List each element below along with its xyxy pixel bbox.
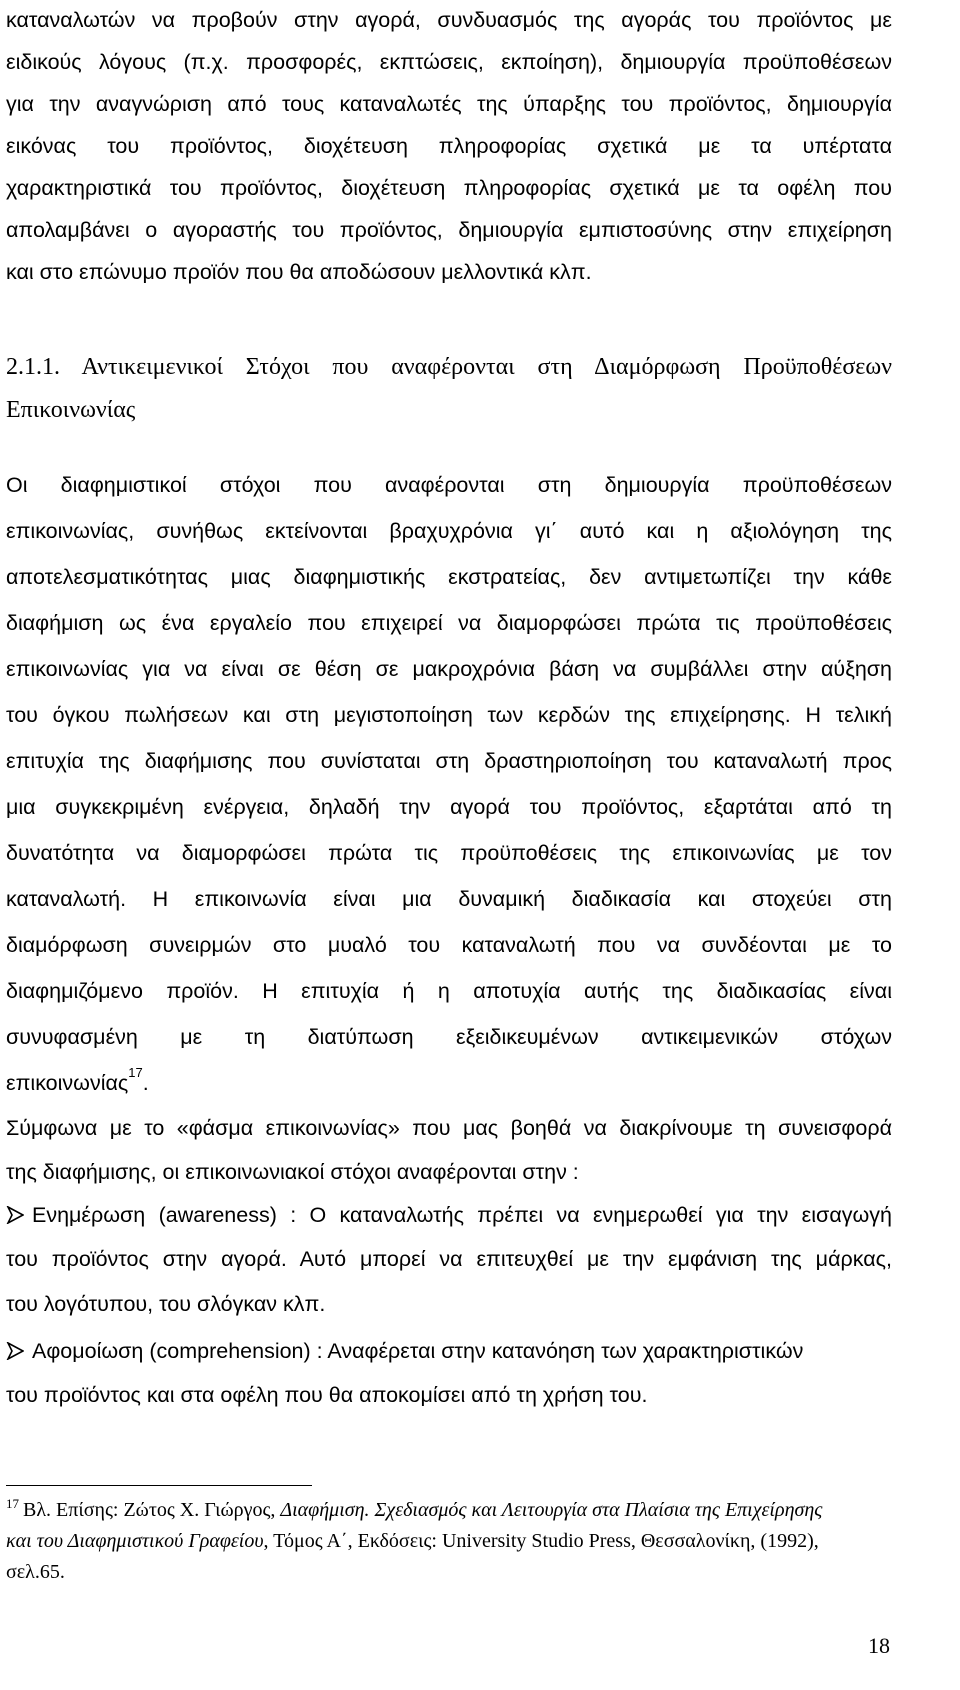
bullet-comprehension-text-1: Αφομοίωση (comprehension) : Αναφέρεται στην κατανόηση των χαρακτηριστικών bbox=[32, 1339, 804, 1363]
body-line-14-text: επικοινωνίας bbox=[6, 1071, 129, 1095]
spectrum-line-2: της διαφήμισης, οι επικοινωνιακοί στόχοι αναφέρονται στην : bbox=[6, 1160, 579, 1184]
footnote-prefix: Βλ. Επίσης: Ζώτος Χ. Γιώργος, bbox=[23, 1499, 281, 1521]
footnote-publication: , Τόμος Α΄, Εκδόσεις: University Studio Press, Θεσσαλονίκη, (1992), bbox=[263, 1530, 819, 1552]
footnote-line-3: σελ.65. bbox=[6, 1561, 65, 1583]
arrowhead-bullet-icon bbox=[6, 1206, 24, 1224]
bullet-awareness-text-1: Ενημέρωση (awareness) : Ο καταναλωτής πρέπει να ενημερωθεί για την εισαγωγή bbox=[32, 1203, 892, 1227]
footnote-separator bbox=[6, 1485, 312, 1486]
intro-line-3: για την αναγνώριση από τους καταναλωτές της ύπαρξης του προϊόντος, δημιουργία bbox=[6, 92, 892, 116]
intro-line-6: απολαμβάνει ο αγοραστής του προϊόντος, δημιουργία εμπιστοσύνης στην επιχείρηση bbox=[6, 218, 892, 242]
bullet-awareness-line-1 bbox=[6, 1192, 892, 1238]
body-line-11: διαμόρφωση συνειρμών στο μυαλό του καταναλωτή που να συνδέονται με το bbox=[6, 933, 892, 957]
bullet-comprehension-line-1 bbox=[6, 1328, 892, 1374]
footnote-line-1 bbox=[6, 1495, 892, 1525]
section-heading-line-2: Επικοινωνίας bbox=[6, 397, 136, 423]
body-line-4: διαφήμιση ως ένα εργαλείο που επιχειρεί να διαμορφώσει πρώτα τις προϋποθέσεις bbox=[6, 611, 892, 635]
intro-line-7: και στο επώνυμο προϊόν που θα αποδώσουν μελλοντικά κλπ. bbox=[6, 260, 592, 284]
section-heading-line-1: 2.1.1. Αντικειμενικοί Στόχοι που αναφέρονται στη Διαμόρφωση Προϋποθέσεων bbox=[6, 354, 892, 380]
body-line-3: αποτελεσματικότητας μιας διαφημιστικής εκστρατείας, δεν αντιμετωπίζει την κάθε bbox=[6, 565, 892, 589]
bullet-awareness-line-2: του προϊόντος στην αγορά. Αυτό μπορεί να επιτευχθεί με την εμφάνιση της μάρκας, bbox=[6, 1247, 892, 1271]
body-line-13: συνυφασμένη με τη διατύπωση εξειδικευμένων αντικειμενικών στόχων bbox=[6, 1025, 892, 1049]
page-number: 18 bbox=[868, 1633, 890, 1658]
footnote-title-1: Διαφήμιση. Σχεδιασμός και Λειτουργία στα Πλαίσια της Επιχείρησης bbox=[280, 1499, 823, 1521]
body-line-12: διαφημιζόμενο προϊόν. Η επιτυχία ή η αποτυχία αυτής της διαδικασίας είναι bbox=[6, 979, 892, 1003]
body-line-9: δυνατότητα να διαμορφώσει πρώτα τις προϋποθέσεις της επικοινωνίας με τον bbox=[6, 841, 892, 865]
spectrum-line-1: Σύμφωνα με το «φάσμα επικοινωνίας» που μας βοηθά να διακρίνουμε τη συνεισφορά bbox=[6, 1116, 892, 1140]
body-line-8: μια συγκεκριμένη ενέργεια, δηλαδή την αγορά του προϊόντος, εξαρτάται από τη bbox=[6, 795, 892, 819]
body-line-6: του όγκου πωλήσεων και στη μεγιστοποίηση των κερδών της επιχείρησης. Η τελική bbox=[6, 703, 892, 727]
body-line-1: Οι διαφημιστικοί στόχοι που αναφέρονται στη δημιουργία προϋποθέσεων bbox=[6, 473, 892, 497]
arrowhead-bullet-icon bbox=[6, 1342, 24, 1360]
footnote-number: 17 bbox=[6, 1496, 19, 1511]
body-line-10: καταναλωτή. Η επικοινωνία είναι μια δυναμική διαδικασία και στοχεύει στη bbox=[6, 887, 892, 911]
bullet-awareness-line-3: του λογότυπου, του σλόγκαν κλπ. bbox=[6, 1292, 326, 1316]
body-line-5: επικοινωνίας για να είναι σε θέση σε μακροχρόνια βάση να συμβάλλει στην αύξηση bbox=[6, 657, 892, 681]
body-end-punct: . bbox=[142, 1071, 149, 1095]
intro-line-5: χαρακτηριστικά του προϊόντος, διοχέτευση πληροφορίας σχετικά με τα οφέλη που bbox=[6, 176, 892, 200]
body-line-7: επιτυχία της διαφήμισης που συνίσταται στη δραστηριοποίηση του καταναλωτή προς bbox=[6, 749, 892, 773]
intro-line-4: εικόνας του προϊόντος, διοχέτευση πληροφορίας σχετικά με τα υπέρτατα bbox=[6, 134, 892, 158]
body-line-14 bbox=[6, 1060, 892, 1106]
footnote-line-2 bbox=[6, 1526, 892, 1556]
footnote-reference[interactable]: 17 bbox=[128, 1065, 143, 1080]
intro-line-1: καταναλωτών να προβούν στην αγορά, συνδυασμός της αγοράς του προϊόντος με bbox=[6, 8, 892, 32]
bullet-comprehension-line-2: του προϊόντος και στα οφέλη που θα αποκομίσει από τη χρήση του. bbox=[6, 1383, 648, 1407]
intro-line-2: ειδικούς λόγους (π.χ. προσφορές, εκπτώσεις, εκποίηση), δημιουργία προϋποθέσεων bbox=[6, 50, 892, 74]
body-line-2: επικοινωνίας, συνήθως εκτείνονται βραχυχρόνια γι΄ αυτό και η αξιολόγηση της bbox=[6, 519, 892, 543]
footnote-title-2: και του Διαφημιστικού Γραφείου bbox=[6, 1530, 264, 1552]
